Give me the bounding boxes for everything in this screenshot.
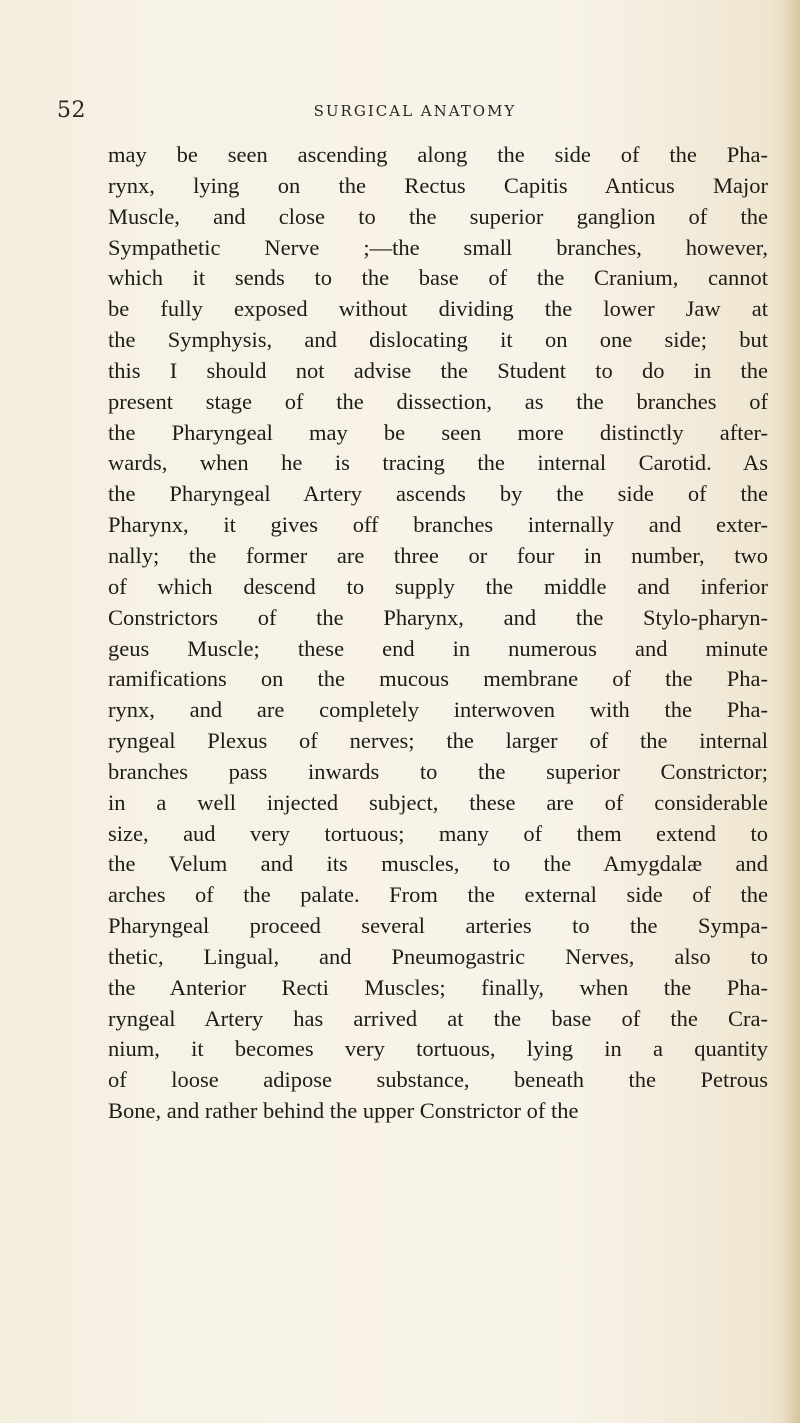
text-line: ramifications on the mucous membrane of the Pha- bbox=[108, 666, 768, 692]
text-line: ryngeal Plexus of nerves; the larger of the internal bbox=[108, 728, 768, 754]
text-line: wards, when he is tracing the internal Carotid. As bbox=[108, 450, 768, 476]
text-line: size, aud very tortuous; many of them extend to bbox=[108, 820, 768, 846]
text-line: Muscle, and close to the superior ganglion of the bbox=[108, 203, 768, 229]
text-line: branches pass inwards to the superior Constrictor; bbox=[108, 758, 768, 784]
text-line: Constrictors of the Pharynx, and the Stylo-pharyn- bbox=[108, 604, 768, 630]
text-line: Pharynx, it gives off branches internally and exter- bbox=[108, 512, 768, 538]
text-line: thetic, Lingual, and Pneumogastric Nerves, also to bbox=[108, 943, 768, 969]
text-line: of which descend to supply the middle and inferior bbox=[108, 573, 768, 599]
page-edge-shading bbox=[784, 0, 800, 1423]
text-line: this I should not advise the Student to do in the bbox=[108, 357, 768, 383]
running-title: SURGICAL ANATOMY bbox=[313, 102, 517, 120]
text-line: geus Muscle; these end in numerous and minute bbox=[108, 635, 768, 661]
text-line: nium, it becomes very tortuous, lying in a quantity bbox=[108, 1036, 768, 1062]
text-line: rynx, lying on the Rectus Capitis Anticus Major bbox=[108, 172, 768, 198]
text-line: the Anterior Recti Muscles; finally, when the Pha- bbox=[108, 974, 768, 1000]
text-line: Sympathetic Nerve ;—the small branches, however, bbox=[108, 234, 768, 260]
text-line: the Velum and its muscles, to the Amygdalæ and bbox=[108, 851, 768, 877]
text-line: present stage of the dissection, as the branches of bbox=[108, 388, 768, 414]
page-number: 52 bbox=[57, 98, 86, 123]
text-line: which it sends to the base of the Cranium, cannot bbox=[108, 265, 768, 291]
text-line: the Symphysis, and dislocating it on one side; but bbox=[108, 327, 768, 353]
text-line: arches of the palate. From the external side of the bbox=[108, 882, 768, 908]
text-line: of loose adipose substance, beneath the Petrous bbox=[108, 1067, 768, 1093]
text-line: be fully exposed without dividing the lower Jaw at bbox=[108, 296, 768, 322]
body-text bbox=[108, 140, 768, 1127]
text-line: in a well injected subject, these are of considerable bbox=[108, 789, 768, 815]
text-line: may be seen ascending along the side of the Pha- bbox=[108, 142, 768, 167]
text-line: Pharyngeal proceed several arteries to the Sympa- bbox=[108, 913, 768, 939]
text-line: nally; the former are three or four in number, two bbox=[108, 542, 768, 568]
text-line: the Pharyngeal may be seen more distinctly after- bbox=[108, 419, 768, 445]
text-line: rynx, and are completely interwoven with the Pha- bbox=[108, 697, 768, 723]
text-line: ryngeal Artery has arrived at the base of the Cra- bbox=[108, 1005, 768, 1031]
text-line: the Pharyngeal Artery ascends by the side of the bbox=[108, 481, 768, 507]
text-line: Bone, and rather behind the upper Constrictor of the bbox=[108, 1098, 579, 1124]
